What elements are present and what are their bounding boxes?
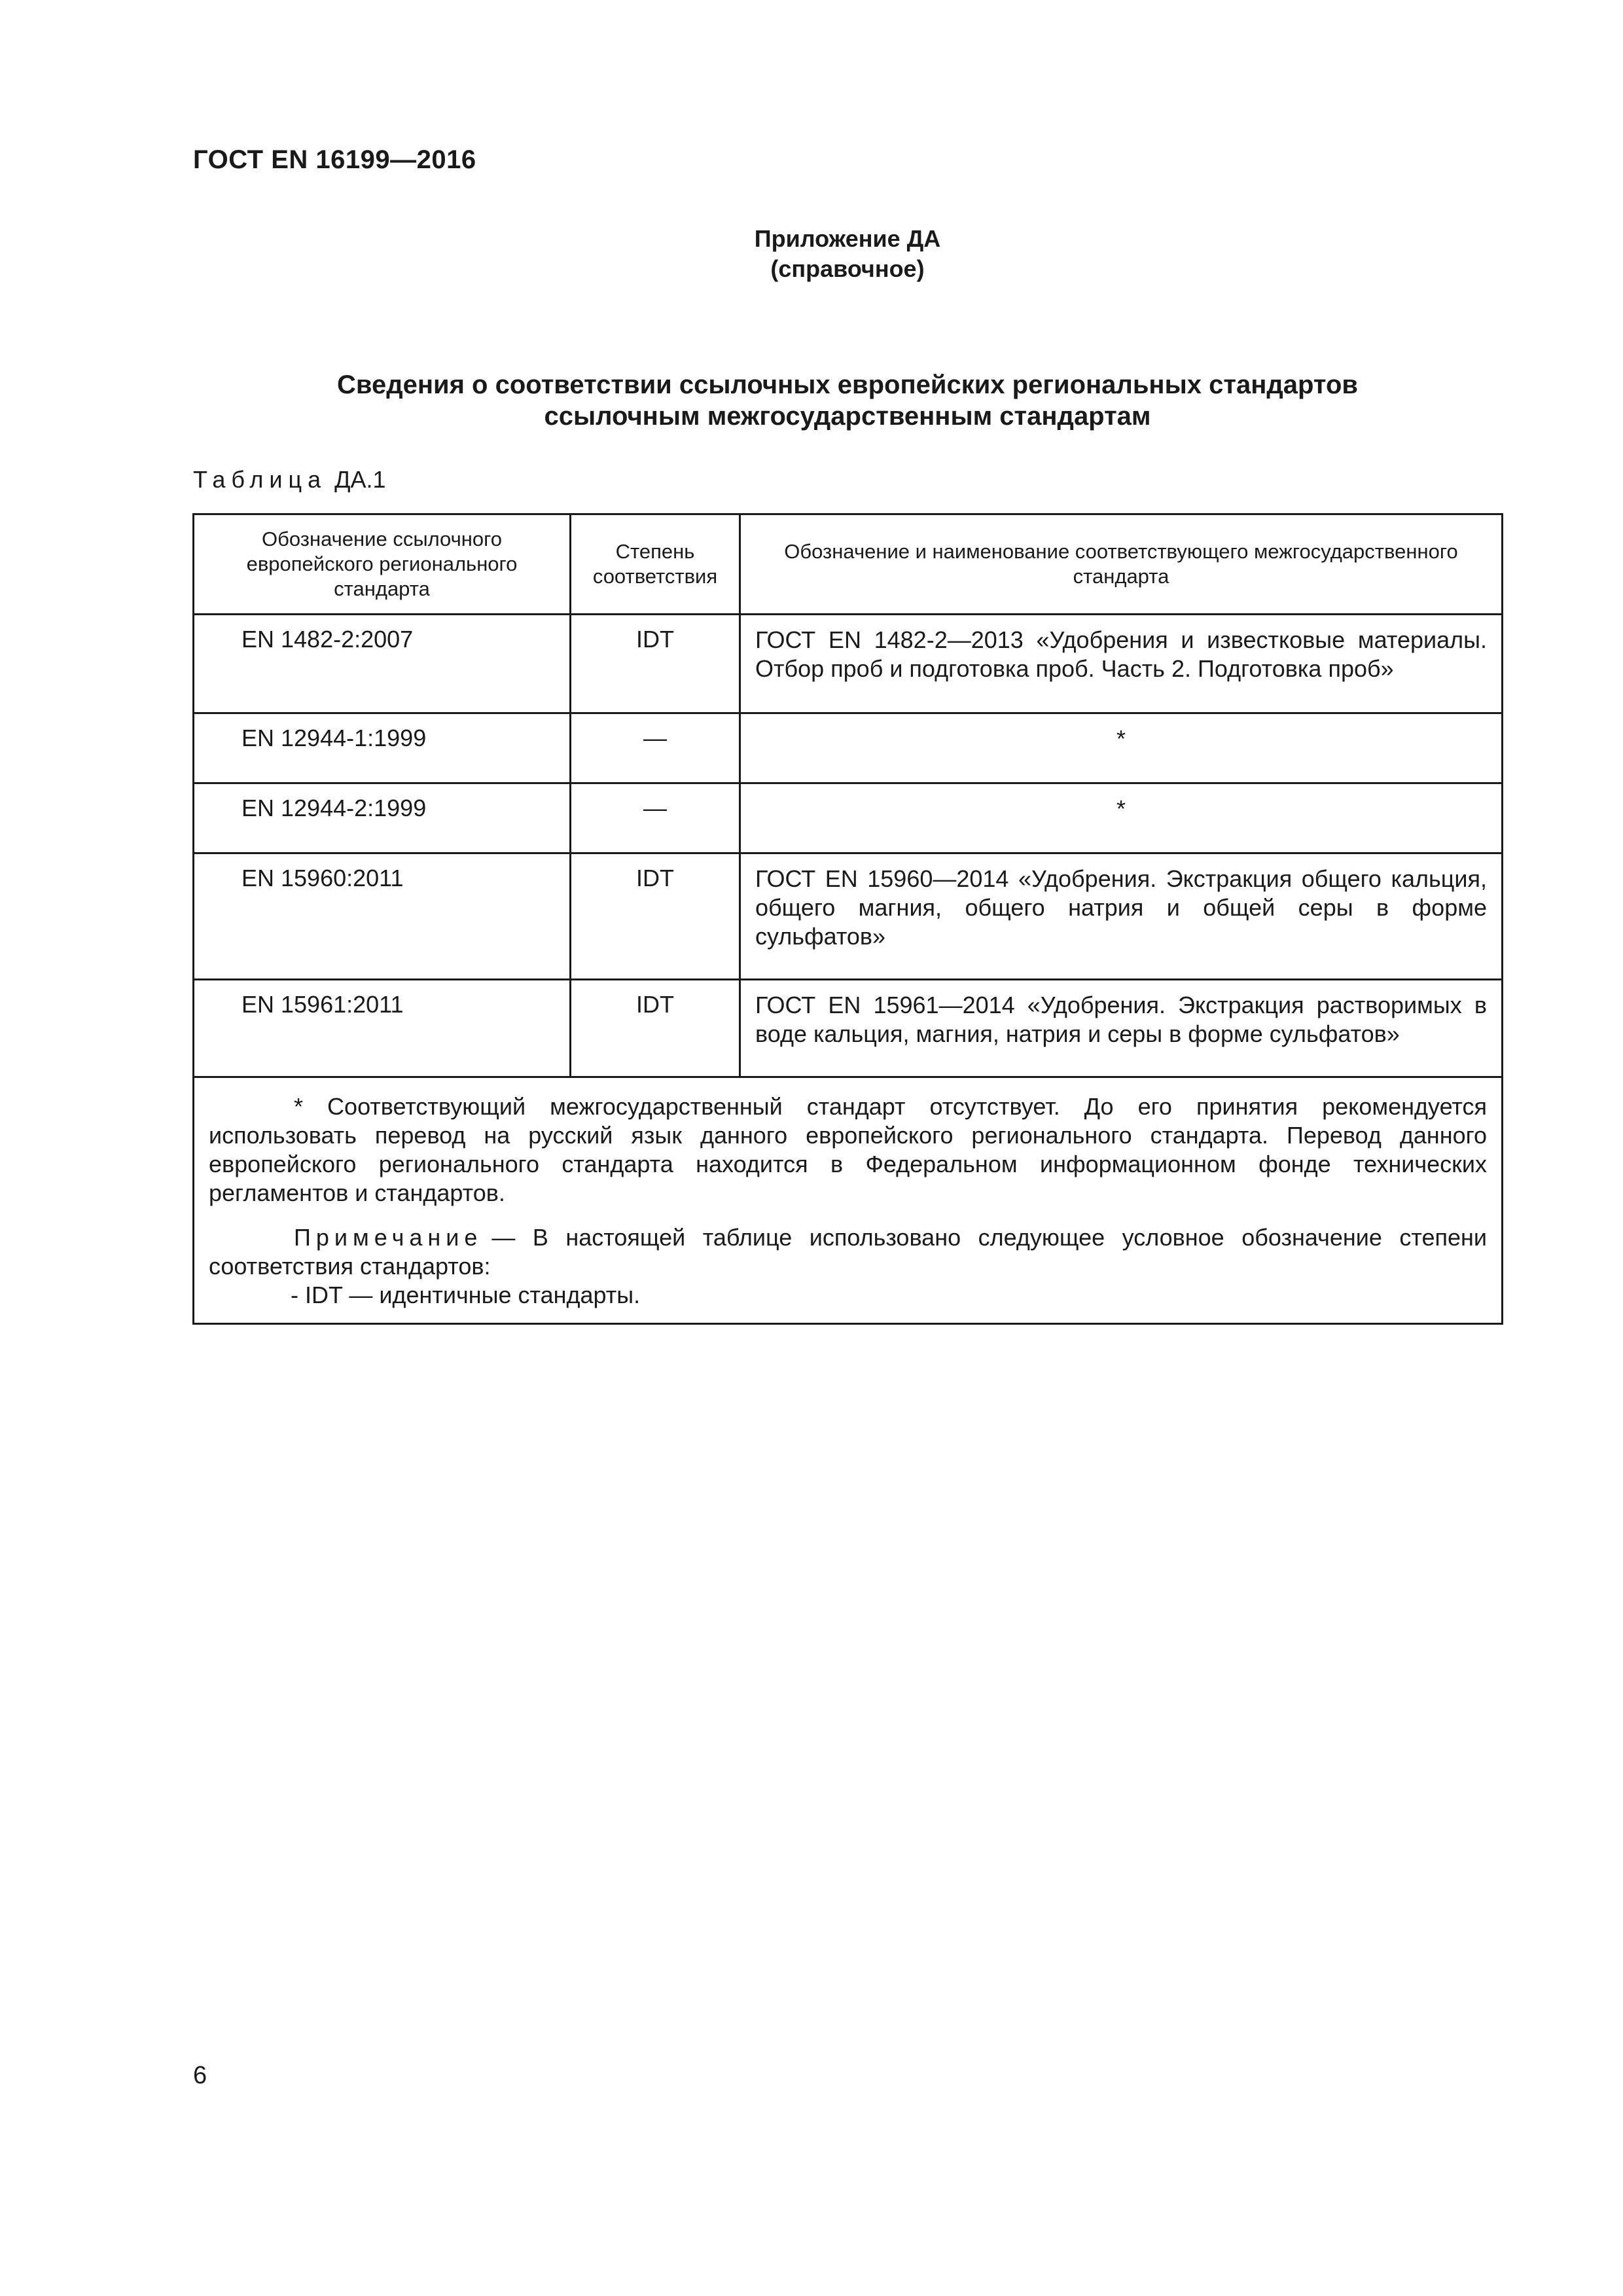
table-footnote-row bbox=[194, 1077, 1503, 1324]
cell-designation: EN 15960:2011 bbox=[194, 853, 571, 980]
annex-title bbox=[193, 369, 1502, 432]
table-row bbox=[194, 713, 1503, 783]
table-row bbox=[194, 783, 1503, 853]
document-code: ГОСТ EN 16199—2016 bbox=[193, 145, 476, 174]
cell-interstate: * bbox=[740, 713, 1503, 783]
appendix-heading bbox=[193, 224, 1502, 284]
header-interstate: Обозначение и наименование соответствующего межгосударственного стандарта bbox=[740, 514, 1503, 615]
table-caption-label: Таблица bbox=[193, 466, 327, 493]
cell-degree: — bbox=[571, 783, 740, 853]
cell-interstate: * bbox=[740, 783, 1503, 853]
cell-degree: — bbox=[571, 713, 740, 783]
appendix-subtitle: (справочное) bbox=[770, 255, 925, 282]
footnote-text: * Соответствующий межгосударственный стандарт отсутствует. До его принятия рекомендуется использовать перевод на русский язык данного европейского регионального стандарта. Перевод данного европейского регионального стандарта находится в Федеральном информационном фонде технических регламентов и стандартов. bbox=[209, 1093, 1487, 1206]
table-header-row bbox=[194, 514, 1503, 615]
note-label: Примечание bbox=[294, 1224, 483, 1251]
cell-designation: EN 12944-2:1999 bbox=[194, 783, 571, 853]
cell-degree: IDT bbox=[571, 980, 740, 1077]
cell-designation: EN 1482-2:2007 bbox=[194, 615, 571, 713]
cell-designation: EN 15961:2011 bbox=[194, 980, 571, 1077]
cell-degree: IDT bbox=[571, 615, 740, 713]
cell-designation: EN 12944-1:1999 bbox=[194, 713, 571, 783]
page-number: 6 bbox=[193, 2062, 207, 2089]
cell-interstate: ГОСТ EN 15960—2014 «Удобрения. Экстракция общего кальция, общего магния, общего натрия и общей серы в форме сульфатов» bbox=[740, 853, 1503, 980]
note-text: — В настоящей таблице использовано следующее условное обозначение степени соответствия стандартов: bbox=[209, 1224, 1487, 1280]
cell-degree: IDT bbox=[571, 853, 740, 980]
table-row bbox=[194, 980, 1503, 1077]
note-paragraph bbox=[209, 1223, 1487, 1281]
annex-title-line-2: ссылочным межгосударственным стандартам bbox=[544, 402, 1151, 431]
annex-title-line-1: Сведения о соответствии ссылочных европейских региональных стандартов bbox=[337, 370, 1358, 399]
table-row bbox=[194, 615, 1503, 713]
header-designation: Обозначение ссылочного европейского регионального стандарта bbox=[194, 514, 571, 615]
correspondence-table bbox=[192, 513, 1503, 1325]
appendix-title: Приложение ДА bbox=[754, 225, 941, 252]
header-degree: Степень соответствия bbox=[571, 514, 740, 615]
footnote-cell bbox=[194, 1077, 1503, 1324]
table-row bbox=[194, 853, 1503, 980]
table-caption bbox=[193, 466, 386, 493]
note-list-item: - IDT — идентичные стандарты. bbox=[291, 1282, 641, 1308]
cell-interstate: ГОСТ EN 15961—2014 «Удобрения. Экстракция растворимых в воде кальция, магния, натрия и серы в форме сульфатов» bbox=[740, 980, 1503, 1077]
cell-interstate: ГОСТ EN 1482-2—2013 «Удобрения и известковые материалы. Отбор проб и подготовка проб. Часть 2. Подготовка проб» bbox=[740, 615, 1503, 713]
table-caption-number: ДА.1 bbox=[334, 466, 386, 493]
